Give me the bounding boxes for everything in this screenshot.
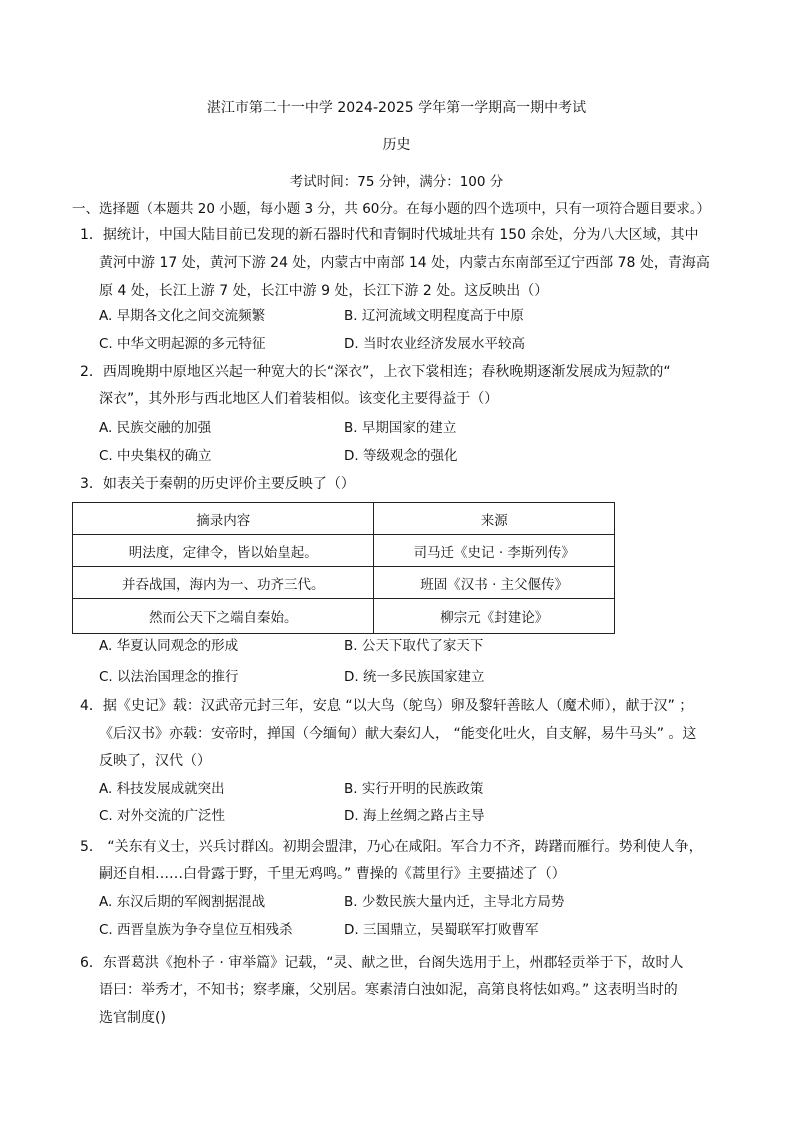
- question-5-line-1: 5． “关东有义士，兴兵讨群凶。初期会盟津，乃心在咸阳。军合力不齐，踌躇而雁行。势利使人争，: [80, 839, 703, 855]
- table-cell: 司马迁《史记 · 李斯列传》: [374, 535, 615, 567]
- subject-title: 历史: [382, 137, 411, 153]
- table-header-source: 来源: [374, 503, 615, 535]
- question-2-line-1: 2．西周晚期中原地区兴起一种宽大的长“深衣”，上衣下裳相连；春秋晚期逐渐发展成为短款的“: [80, 364, 671, 380]
- question-3-option-a: A. 华夏认同观念的形成: [99, 638, 239, 654]
- section-heading: 一、选择题（本题共 20 小题，每小题 3 分，共 60分。在每小题的四个选项中，只有一项符合题目要求。）: [72, 201, 711, 217]
- question-1-option-c: C. 中华文明起源的多元特征: [99, 336, 266, 352]
- question-4-line-3: 反映了，汉代（）: [99, 753, 211, 769]
- question-6-line-1: 6．东晋葛洪《抱朴子 · 审举篇》记载，“灵、献之世，台阁失选用于上，州郡轻贡举于下，故时人: [80, 955, 684, 971]
- question-4-option-d: D. 海上丝绸之路占主导: [344, 808, 485, 824]
- question-3-table: [72, 502, 615, 634]
- question-1-line-3: 原 4 处，长江上游 7 处，长江中游 9 处，长江下游 2 处。这反映出（）: [99, 283, 549, 299]
- table-cell: 班固《汉书 · 主父偃传》: [374, 567, 615, 599]
- exam-title: 湛江市第二十一中学 2024-2025 学年第一学期高一期中考试: [206, 100, 587, 116]
- question-4-option-b: B. 实行开明的民族政策: [344, 781, 484, 797]
- table-header-content: 摘录内容: [73, 503, 374, 535]
- question-1-line-2: 黄河中游 17 处，黄河下游 24 处，内蒙古中南部 14 处，内蒙古东南部至辽宁西部 78 处，青海高: [99, 255, 710, 271]
- question-3-option-b: B. 公天下取代了家天下: [344, 638, 484, 654]
- question-6-line-3: 选官制度(): [99, 1010, 166, 1026]
- question-4-line-1: 4．据《史记》载：汉武帝元封三年，安息 “以大鸟（鸵鸟）卵及黎轩善眩人（魔术师），献于汉” ；: [80, 698, 694, 714]
- question-3-option-c: C. 以法治国理念的推行: [99, 669, 239, 685]
- table-cell: 明法度，定律令，皆以始皇起。: [73, 535, 374, 567]
- question-1-line-1: 1．据统计，中国大陆目前已发现的新石器时代和青铜时代城址共有 150 余处，分为八大区域，其中: [80, 227, 699, 243]
- question-2-option-c: C. 中央集权的确立: [99, 448, 212, 464]
- question-3-line-1: 3．如表关于秦朝的历史评价主要反映了（）: [80, 476, 355, 492]
- question-3-option-d: D. 统一多民族国家建立: [344, 669, 485, 685]
- question-5-line-2: 嗣还自相……白骨露于野，千里无鸡鸣。” 曹操的《蒿里行》主要描述了（）: [99, 866, 566, 882]
- question-2-option-b: B. 早期国家的建立: [344, 420, 457, 436]
- question-2-line-2: 深衣”，其外形与西北地区人们着装相似。该变化主要得益于（）: [99, 391, 499, 407]
- question-5-option-b: B. 少数民族大量内迁，主导北方局势: [344, 894, 565, 910]
- question-2-option-a: A. 民族交融的加强: [99, 420, 212, 436]
- exam-info: 考试时间：75 分钟，满分：100 分: [289, 174, 504, 190]
- question-1-option-b: B. 辽河流域文明程度高于中原: [344, 308, 524, 324]
- question-4-option-c: C. 对外交流的广泛性: [99, 808, 226, 824]
- question-1-option-d: D. 当时农业经济发展水平较高: [344, 336, 525, 352]
- question-6-line-2: 语曰：举秀才，不知书；察孝廉，父别居。寒素清白浊如泥，高第良将怯如鸡。” 这表明当时的: [99, 982, 678, 998]
- table-cell: 柳宗元《封建论》: [374, 599, 615, 634]
- question-4-line-2: 《后汉书》亦载：安帝时，掸国（今缅甸）献大秦幻人， “能变化吐火，自支解，易牛马头” 。这: [99, 726, 697, 742]
- table-cell: 然而公天下之端自秦始。: [73, 599, 374, 634]
- question-5-option-d: D. 三国鼎立，吴蜀联军打败曹军: [344, 922, 539, 938]
- question-4-option-a: A. 科技发展成就突出: [99, 781, 225, 797]
- question-5-option-a: A. 东汉后期的军阀割据混战: [99, 894, 266, 910]
- question-2-option-d: D. 等级观念的强化: [344, 448, 458, 464]
- table-cell: 并吞战国，海内为一、功齐三代。: [73, 567, 374, 599]
- question-1-option-a: A. 早期各文化之间交流频繁: [99, 308, 266, 324]
- question-5-option-c: C. 西晋皇族为争夺皇位互相残杀: [99, 922, 293, 938]
